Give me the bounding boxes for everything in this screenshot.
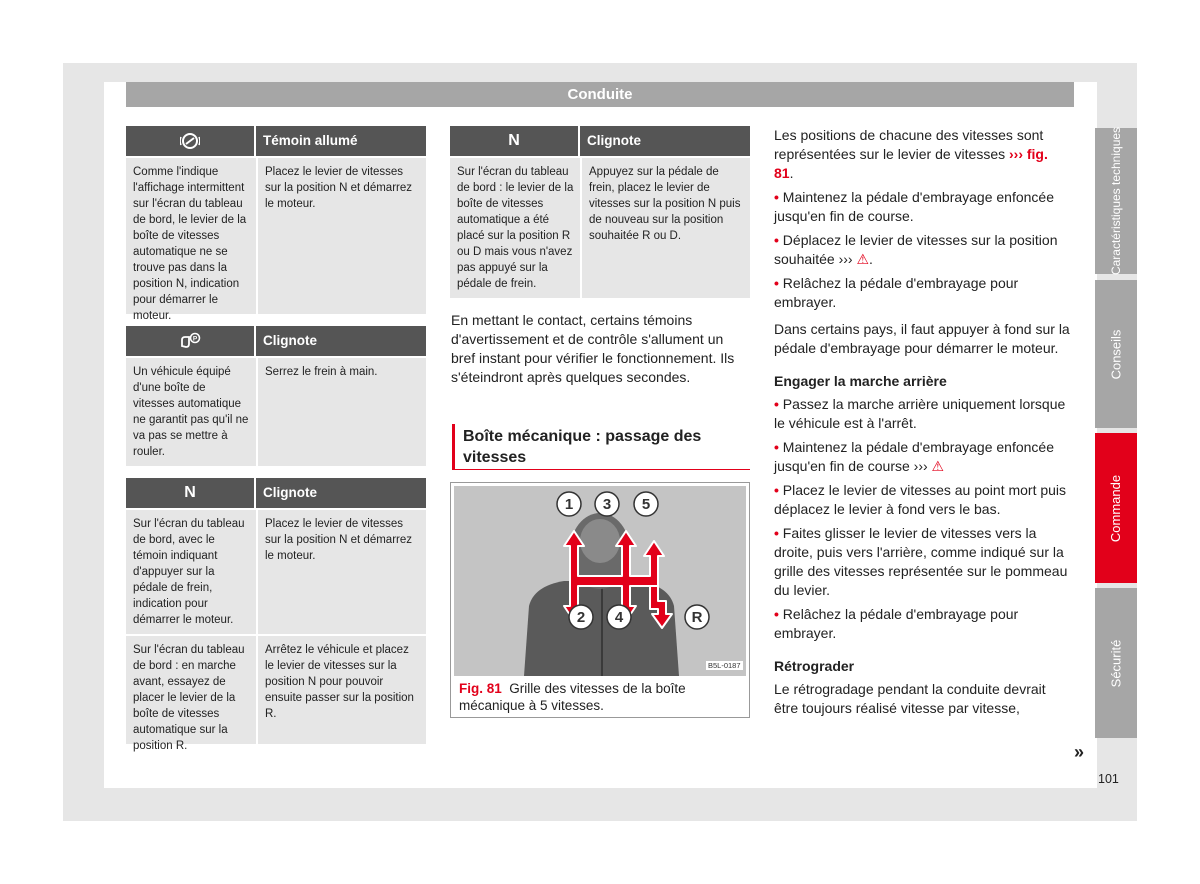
list-item-text: Maintenez la pédale d'embrayage enfoncée jusqu'en fin de course. (774, 189, 1054, 224)
tab-securite[interactable] (1095, 588, 1137, 738)
figure-caption-text: Grille des vitesses de la boîte mécanique à 5 vitesses. (459, 681, 686, 713)
list-item-text: Passez la marche arrière uniquement lorsque le véhicule est à l'arrêt. (774, 396, 1066, 431)
table-row (126, 356, 426, 466)
tab-caracteristiques-techniques[interactable] (1095, 128, 1137, 274)
neutral-gear-icon: N (450, 126, 580, 156)
parking-brake-icon (126, 326, 256, 356)
table-cell-description: Sur l'écran du tableau de bord : en marche avant, essayez de placer le levier de la boîte de vitesses automatique sur la position R. (126, 636, 256, 744)
mid-paragraph: En mettant le contact, certains témoins d'avertissement et de contrôle s'allument un bref instant pour vérifier le fonctionnement. Ils s'éteindront après quelques secondes. (451, 312, 735, 385)
list-item-text: Faites glisser le levier de vitesses vers la droite, puis vers l'arrière, comme indiqué sur la grille des vitesses représentée sur le pommeau du levier. (774, 525, 1068, 598)
svg-text:4: 4 (614, 609, 624, 626)
tab-label: Conseils (1108, 329, 1124, 379)
table-3-title: Clignote (256, 478, 426, 508)
table-row (126, 156, 426, 322)
list-item: • Passez la marche arrière uniquement lorsque le véhicule est à l'arrêt. (774, 396, 1066, 431)
list-item-text: Placez le levier de vitesses au point mort puis déplacez le levier à fond vers le bas. (774, 482, 1067, 517)
figure-code: B5L-0187 (708, 661, 741, 670)
table-cell-action: Serrez le frein à main. (256, 358, 426, 466)
tab-conseils[interactable] (1095, 280, 1137, 428)
table-2-title: Clignote (256, 326, 426, 356)
table-cell-action: Arrêtez le véhicule et placez le levier de vitesses sur la position N pour pouvoir ensuite passer sur la position R. (256, 636, 426, 744)
figure-label: Fig. 81 (459, 681, 502, 696)
svg-text:3: 3 (602, 496, 612, 513)
right-column (774, 126, 1070, 718)
gear-shift-image (454, 486, 746, 676)
table-1-title: Témoin allumé (256, 126, 426, 156)
warning-table-3 (126, 478, 426, 752)
table-row (126, 508, 426, 634)
list-item: • Déplacez le levier de vitesses sur la position souhaitée ››› ⚠. (774, 232, 1058, 267)
list-item: • Maintenez la pédale d'embrayage enfoncée jusqu'en fin de course. (774, 189, 1054, 224)
warning-table-4 (450, 126, 750, 298)
table-cell-action: Placez le levier de vitesses sur la position N et démarrez le moteur. (256, 510, 426, 634)
section-title: Boîte mécanique : passage des vitesses (452, 424, 750, 470)
warning-table-1 (126, 126, 426, 322)
svg-text:2: 2 (576, 609, 586, 626)
neutral-gear-icon: N (126, 478, 256, 508)
warning-table-2 (126, 326, 426, 466)
table-row (126, 634, 426, 752)
continue-mark: » (1074, 742, 1085, 762)
list-item-text: Relâchez la pédale d'embrayage pour embrayer. (774, 606, 1019, 641)
list-item: • Maintenez la pédale d'embrayage enfoncée jusqu'en fin de course ››› ⚠ (774, 439, 1054, 474)
svg-text:5: 5 (641, 496, 651, 513)
intro-text: Les positions de chacune des vitesses sont représentées sur le levier de vitesses (774, 127, 1044, 162)
subheading-downshift: Rétrograder (774, 658, 855, 674)
table-cell-action: Placez le levier de vitesses sur la position N et démarrez le moteur. (256, 158, 426, 314)
table-row (450, 156, 750, 298)
list-item-text: Déplacez le levier de vitesses sur la position souhaitée ››› (774, 232, 1058, 267)
table-cell-description: Comme l'indique l'affichage intermittent sur l'écran du tableau de bord, le levier de la boîte de vitesses automatique ne se trouve pas dans la position N, indication pour démarrer le moteur. (126, 158, 256, 314)
list-item-text: Relâchez la pédale d'embrayage pour embrayer. (774, 275, 1019, 310)
table-cell-description: Sur l'écran du tableau de bord : le levier de la boîte de vitesses automatique a été placé sur la position R ou D mais vous n'avez pas appuyé sur la pédale de frein. (450, 158, 580, 298)
table-cell-description: Un véhicule équipé d'une boîte de vitesses automatique ne garantit pas qu'il ne va pas se mettre à rouler. (126, 358, 256, 466)
warning-triangle-icon[interactable]: ⚠ (856, 251, 870, 267)
subheading-reverse: Engager la marche arrière (774, 373, 947, 389)
list-item: • Placez le levier de vitesses au point mort puis déplacez le levier à fond vers le bas. (774, 482, 1067, 517)
tab-label: Commande (1108, 474, 1124, 542)
svg-text:1: 1 (564, 496, 574, 513)
svg-text:P: P (192, 335, 198, 343)
paragraph: Le rétrogradage pendant la conduite devrait être toujours réalisé vitesse par vitesse, (774, 681, 1046, 716)
page-header: Conduite (126, 82, 1074, 107)
list-item-text: Maintenez la pédale d'embrayage enfoncée jusqu'en fin de course ››› (774, 439, 1054, 474)
svg-text:R: R (691, 609, 703, 626)
table-cell-description: Sur l'écran du tableau de bord, avec le témoin indiquant d'appuyer sur la pédale de frein, indication pour démarrer le moteur. (126, 510, 256, 634)
list-item: • Relâchez la pédale d'embrayage pour embrayer. (774, 606, 1019, 641)
warning-triangle-icon[interactable]: ⚠ (931, 458, 945, 474)
tab-label: Sécurité (1108, 639, 1124, 687)
tab-label: Caractéristiques techniques (1109, 126, 1124, 276)
table-4-title: Clignote (580, 126, 750, 156)
figure-reference-link[interactable]: ››› fig. 81 (774, 146, 1048, 181)
tab-commande[interactable] (1095, 433, 1137, 583)
figure-81 (450, 482, 750, 718)
intro-paragraph: Les positions de chacune des vitesses sont représentées sur le levier de vitesses ››› fig. 81. (774, 127, 1048, 181)
list-item: • Faites glisser le levier de vitesses vers la droite, puis vers l'arrière, comme indiqué sur la grille des vitesses représentée sur le pommeau du levier. (774, 525, 1068, 598)
speedometer-warning-icon (126, 126, 256, 156)
page-number: 101 (1098, 772, 1119, 786)
list-item: • Relâchez la pédale d'embrayage pour embrayer. (774, 275, 1019, 310)
paragraph: Dans certains pays, il faut appuyer à fond sur la pédale d'embrayage pour démarrer le moteur. (774, 321, 1070, 356)
table-cell-action: Appuyez sur la pédale de frein, placez le levier de vitesses sur la position N puis de nouveau sur la position souhaitée R ou D. (580, 158, 750, 298)
figure-caption (459, 680, 743, 714)
